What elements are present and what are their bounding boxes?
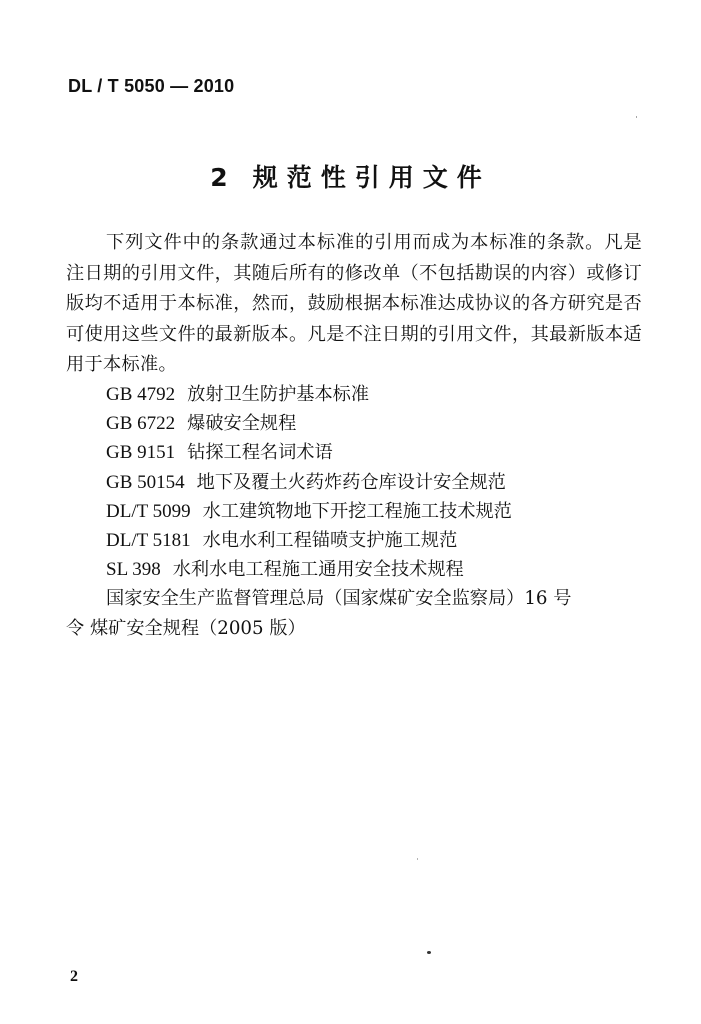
reference-item <box>66 468 646 497</box>
reference-code: DL/T 5099 <box>106 500 191 522</box>
reference-name: 爆破安全规程 <box>187 413 297 435</box>
reference-code: SL 398 <box>106 559 161 581</box>
reference-name: 放射卫生防护基本标准 <box>187 384 370 405</box>
standard-code: DL / T 5050 — 2010 <box>68 76 235 96</box>
scan-speck <box>636 116 637 118</box>
reference-code: GB 4792 <box>106 384 176 405</box>
section-title: 规范性引用文件 <box>252 163 491 192</box>
reference-name: 地下及覆土火药炸药仓库设计安全规范 <box>196 471 506 493</box>
reference-code: GB 9151 <box>106 442 176 464</box>
reference-item <box>66 555 646 584</box>
page-number: 2 <box>70 968 78 985</box>
scan-speck <box>427 951 431 954</box>
reference-code: GB 6722 <box>106 413 176 435</box>
reference-name: 水工建筑物地下开挖工程施工技术规范 <box>202 500 512 522</box>
reference-code: DL/T 5181 <box>106 530 191 552</box>
section-heading <box>0 158 701 194</box>
reference-name: 水利水电工程施工通用安全技术规程 <box>172 559 464 581</box>
reference-name: 水电水利工程锚喷支护施工规范 <box>202 530 458 552</box>
scan-speck <box>417 858 418 860</box>
reference-item <box>66 380 646 409</box>
reference-item-long <box>66 584 646 642</box>
reference-code: GB 50154 <box>106 471 185 493</box>
reference-list <box>66 380 646 643</box>
reference-long-line1: 国家安全生产监督管理总局（国家煤矿安全监察局）16 号 <box>106 588 572 610</box>
reference-long-line2: 令 煤矿安全规程（2005 版） <box>66 617 306 639</box>
reference-item <box>66 497 646 526</box>
reference-name: 钻探工程名词术语 <box>187 442 333 464</box>
reference-item <box>66 409 646 438</box>
intro-paragraph: 下列文件中的条款通过本标准的引用而成为本标准的条款。凡是注日期的引用文件，其随后所有的修改单（不包括勘误的内容）或修订版均不适用于本标准，然而，鼓励根据本标准达成协议的各方研究是否可使用这些文件的最新版本。凡是不注日期的引用文件，其最新版本适用于本标准。 <box>66 232 642 376</box>
reference-item <box>66 526 646 555</box>
reference-item <box>66 438 646 467</box>
section-number: 2 <box>210 163 229 192</box>
